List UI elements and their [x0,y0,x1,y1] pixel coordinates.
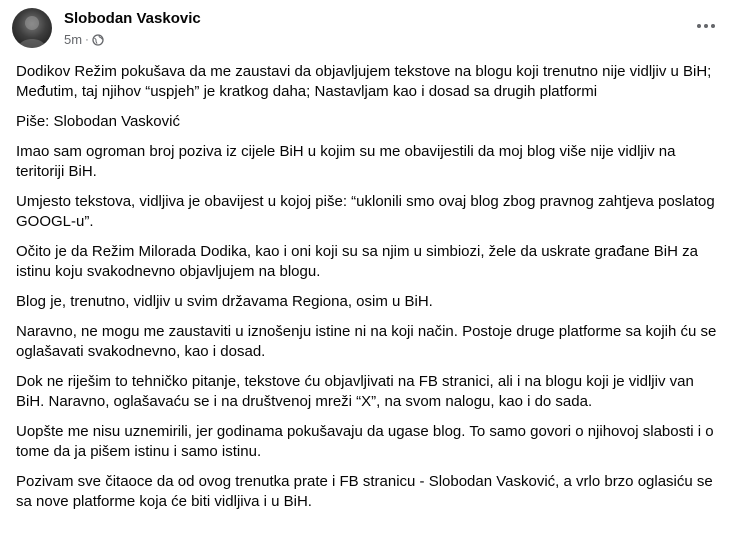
post-paragraph: Naravno, ne mogu me zaustaviti u iznošenju istine ni na koji način. Postoje druge platforme sa kojih ću se oglašavati svakodnevno, kao i dosad. [16,323,717,360]
post-timestamp[interactable]: 5m [64,32,83,47]
post-paragraph: Dok ne riješim to tehničko pitanje, tekstove ću objavljivati na FB stranici, ali i na blogu koji je vidljiv van BiH. Naravno, oglašavaću se i na društvenoj mreži “X”, na svom nalogu, kao i do sada. [16,373,694,410]
post-header [12,6,724,54]
post-paragraph: Umjesto tekstova, vidljiva je obavijest u kojoj piše: “uklonili smo ovaj blog zbog pravnog zahtjeva poslatog GOOGL-u”. [16,193,715,230]
post-author-name[interactable]: Slobodan Vaskovic [64,10,201,27]
globe-icon[interactable] [92,34,104,46]
post-paragraph: Pozivam sve čitaoce da od ovog trenutka prate i FB stranicu - Slobodan Vasković, a vrlo brzo oglasiću se sa nove platforme koja će biti vidljiva i u BiH. [16,473,713,510]
post-paragraph: Blog je, trenutno, vidljiv u svim državama Regiona, osim u BiH. [16,293,433,310]
post-paragraph-byline: Piše: Slobodan Vasković [16,113,180,130]
post-paragraph-headline: Dodikov Režim pokušava da me zaustavi da objavljujem tekstove na blogu koji trenutno nije vidljiv u BiH; Međutim, taj njihov “uspjeh” je kratkog daha; Nastavljam kao i dosad sa drugih platformi [16,63,712,100]
more-options-button[interactable] [688,12,724,40]
post-paragraph: Imao sam ogroman broj poziva iz cijele BiH u kojim su me obavijestili da moj blog više nije vidljiv na teritoriji BiH. [16,143,676,180]
post-meta [64,32,104,47]
post-body [16,62,724,522]
post-paragraph: Očito je da Režim Milorada Dodika, kao i oni koji su sa njim u simbiozi, žele da uskrate građane BiH za istinu koju svakodnevno objavljujem na blogu. [16,243,698,280]
meta-separator: · [85,33,89,46]
post-paragraph: Uopšte me nisu uznemirili, jer godinama pokušavaju da ugase blog. To samo govori o njihovoj slabosti i o tome da ja pišem istinu i samo istinu. [16,423,714,460]
avatar[interactable] [12,8,52,48]
avatar-image [12,8,52,48]
more-options-icon [697,24,715,28]
